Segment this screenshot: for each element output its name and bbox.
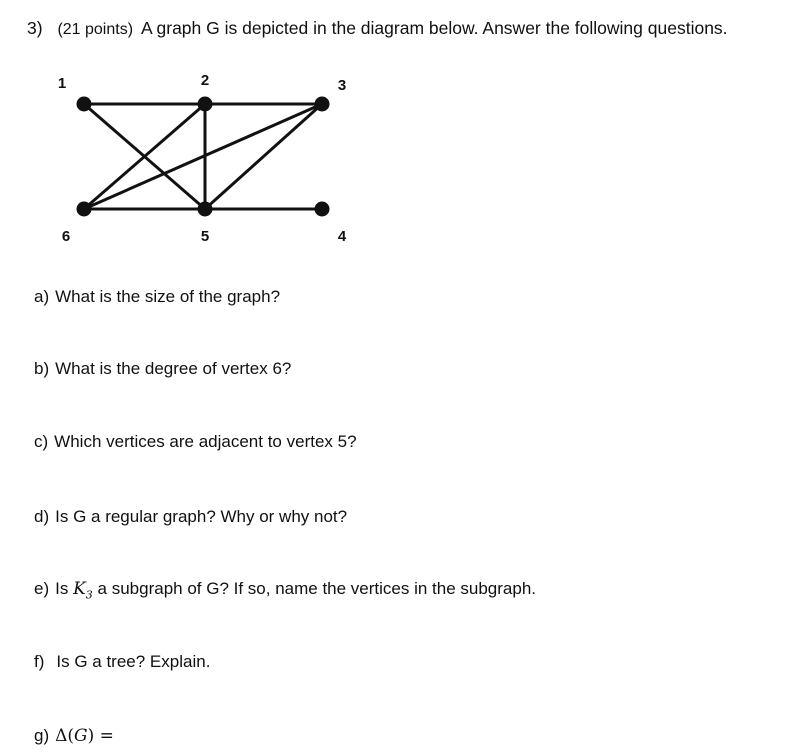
question-d — [34, 507, 347, 527]
question-e-post: a subgraph of G? If so, name the vertices in the subgraph. — [97, 579, 537, 598]
graph-vertex-1 — [77, 97, 92, 112]
graph-vertex-4 — [315, 202, 330, 217]
question-number: 3) — [27, 18, 43, 38]
question-g-label: g) — [34, 726, 50, 745]
graph-vertex-label-1: 1 — [57, 75, 67, 92]
math-k-variable: K — [73, 579, 86, 599]
graph-edge-3-5 — [205, 104, 322, 209]
question-e-label: e) — [34, 579, 50, 598]
graph-vertex-label-6: 6 — [61, 228, 71, 245]
graph-vertex-label-3: 3 — [337, 77, 347, 94]
question-prompt: A graph G is depicted in the diagram below. Answer the following questions. — [140, 18, 728, 38]
question-e-math — [73, 579, 93, 602]
question-e-pre: Is — [55, 579, 69, 598]
question-b-label: b) — [34, 359, 50, 378]
question-points: (21 points) — [57, 21, 134, 38]
graph-vertex-6 — [77, 202, 92, 217]
question-c — [34, 432, 357, 452]
question-d-label: d) — [34, 507, 50, 526]
question-f-text: Is G a tree? Explain. — [56, 652, 211, 671]
graph-edges — [84, 104, 322, 209]
question-f-label: f) — [34, 652, 45, 671]
math-k-subscript: 3 — [85, 588, 93, 602]
math-close-paren: ) — [87, 726, 95, 746]
math-delta: Δ — [55, 726, 68, 746]
question-a-text: What is the size of the graph? — [55, 287, 281, 306]
graph-diagram — [0, 0, 811, 270]
math-g-variable: G — [74, 726, 88, 746]
graph-vertex-5 — [198, 202, 213, 217]
question-b — [34, 359, 291, 379]
question-c-text: Which vertices are adjacent to vertex 5? — [54, 432, 357, 451]
graph-vertex-3 — [315, 97, 330, 112]
question-g — [34, 726, 114, 746]
math-open-paren: ( — [67, 726, 75, 746]
question-f — [34, 652, 210, 672]
graph-edge-3-6 — [84, 104, 322, 209]
question-a-label: a) — [34, 287, 50, 306]
graph-vertex-label-2: 2 — [200, 72, 210, 89]
graph-vertex-label-4: 4 — [337, 228, 347, 245]
graph-vertex-2 — [198, 97, 213, 112]
question-d-text: Is G a regular graph? Why or why not? — [55, 507, 348, 526]
graph-vertex-label-5: 5 — [200, 228, 210, 245]
question-b-text: What is the degree of vertex 6? — [55, 359, 292, 378]
question-e — [34, 579, 536, 601]
question-c-label: c) — [34, 432, 49, 451]
question-a — [34, 287, 280, 307]
math-equals: = — [94, 726, 114, 746]
question-g-math — [55, 726, 114, 746]
